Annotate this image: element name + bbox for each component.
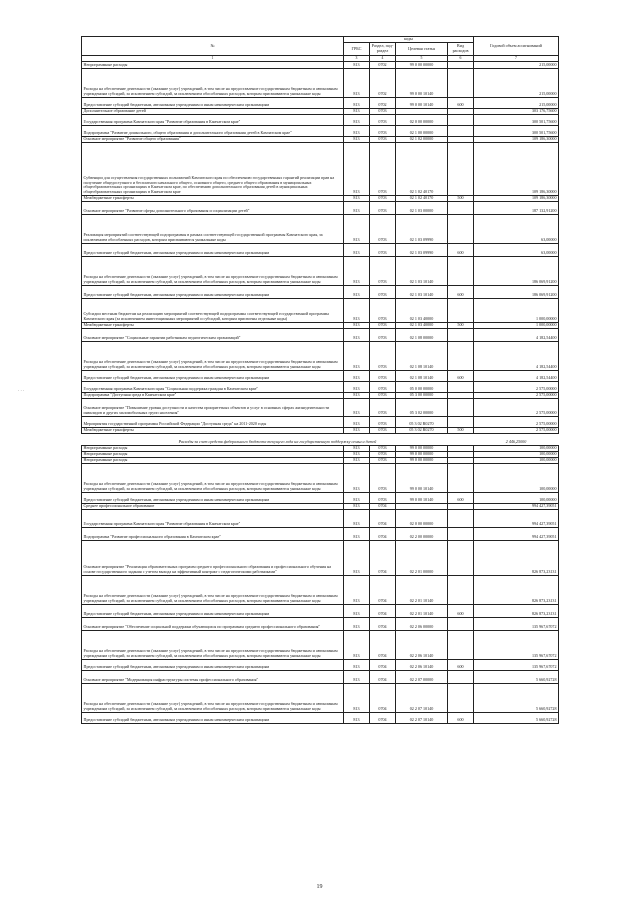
cell-amount: 100,00000 (474, 457, 559, 463)
cell-name: Дополнительное образование детей (82, 108, 344, 114)
cell-section: 0703 (370, 392, 396, 398)
cell-target-article: 02 2 07 00000 (396, 670, 448, 683)
cell-section: 0704 (370, 659, 396, 670)
cell-target-article: 02 2 06 10140 (396, 659, 448, 670)
cell-grbs: 813 (344, 322, 370, 328)
col-num-1: 1 (82, 56, 344, 62)
cell-grbs: 813 (344, 527, 370, 540)
cell-section: 0703 (370, 370, 396, 381)
cell-grbs: 813 (344, 285, 370, 298)
cell-name: Межбюджетные трансферты (82, 322, 344, 328)
cell-amount: 2 446,25000 (474, 433, 559, 445)
cell-amount: 5 660,92728 (474, 670, 559, 683)
table-row (82, 125, 559, 136)
cell-section: 0702 (370, 61, 396, 68)
cell-section: 0704 (370, 509, 396, 527)
cell-name: Государственная программа Камчатского края "Социальная поддержка граждан в Камчатском крае" (82, 381, 344, 392)
cell-grbs: 813 (344, 201, 370, 214)
cell-grbs: 813 (344, 341, 370, 370)
cell-expense-type (448, 463, 474, 492)
cell-expense-type (448, 341, 474, 370)
cell-name: Предоставление субсидий бюджетным, автономным учреждениям и иным некоммерческим организациям (82, 243, 344, 256)
cell-expense-type: 500 (448, 427, 474, 433)
cell-expense-type (448, 381, 474, 392)
cell-target-article: 02 2 01 10140 (396, 575, 448, 604)
cell-amount: 2 575,00000 (474, 398, 559, 416)
cell-section: 0703 (370, 298, 396, 322)
cell-section: 0703 (370, 445, 396, 451)
cell-target-article: 02 2 06 10140 (396, 630, 448, 659)
cell-grbs: 813 (344, 114, 370, 125)
table-row (82, 398, 559, 416)
cell-grbs: 813 (344, 445, 370, 451)
cell-target-article: 02 2 00 00000 (396, 527, 448, 540)
page-number: 19 (316, 884, 323, 890)
cell-name: Государственная программа Камчатского края "Развитие образования в Камчатском крае" (82, 114, 344, 125)
cell-expense-type (448, 398, 474, 416)
table-row (82, 61, 559, 68)
cell-amount: 109 186,30000 (474, 195, 559, 201)
cell-section: 0704 (370, 670, 396, 683)
budget-allocation-table (81, 36, 559, 724)
cell-expense-type: 600 (448, 285, 474, 298)
cell-grbs: 813 (344, 540, 370, 575)
cell-target-article: 99 0 00 10140 (396, 492, 448, 503)
col-num-5: 5 (396, 56, 448, 62)
cell-name: Предоставление субсидий бюджетным, автономным учреждениям и иным некоммерческим организациям (82, 604, 344, 617)
cell-target-article: 99 0 00 10140 (396, 463, 448, 492)
table-row (82, 214, 559, 243)
cell-grbs: 813 (344, 451, 370, 457)
cell-amount: 826 873,23131 (474, 540, 559, 575)
table-row (82, 463, 559, 492)
cell-amount: 5 660,92728 (474, 712, 559, 723)
cell-amount: 135 967,67072 (474, 659, 559, 670)
table-row (82, 370, 559, 381)
cell-target-article: 02 1 00 00000 (396, 125, 448, 136)
cell-amount: 2 575,00000 (474, 381, 559, 392)
cell-target-article: 05 3 02 R0270 (396, 416, 448, 427)
cell-target-article: 99 0 00 00000 (396, 445, 448, 451)
cell-name: Непрограммные расходы (82, 457, 344, 463)
cell-section: 0704 (370, 683, 396, 712)
cell-section: 0703 (370, 256, 396, 285)
cell-expense-type: 600 (448, 492, 474, 503)
cell-name: Предоставление субсидий бюджетным, автономным учреждениям и иным некоммерческим организациям (82, 492, 344, 503)
table-row (82, 712, 559, 723)
cell-amount: 187 132,91200 (474, 201, 559, 214)
cell-name: Межбюджетные трансферты (82, 427, 344, 433)
col-num-6: 6 (448, 56, 474, 62)
cell-amount: 63,00000 (474, 243, 559, 256)
cell-section: 0704 (370, 712, 396, 723)
cell-expense-type: 600 (448, 659, 474, 670)
cell-amount: 186 069,91200 (474, 285, 559, 298)
table-row (82, 97, 559, 108)
cell-grbs: 813 (344, 392, 370, 398)
cell-amount: 100,00000 (474, 451, 559, 457)
table-row (82, 527, 559, 540)
cell-name: Основное мероприятие "Обеспечение социальной поддержки обучающихся по программам среднего профессионального образования" (82, 617, 344, 630)
cell-target-article: 02 1 03 40000 (396, 322, 448, 328)
cell-grbs: 813 (344, 398, 370, 416)
cell-name: Расходы на обеспечение деятельности (оказание услуг) учреждений, в том числе на предоставление государственным бюджетным и автономным учреждениям субсидий, за исключением субсидий, за исключением обособленных расходов, которым присваиваются уникальные коды (82, 463, 344, 492)
cell-grbs: 813 (344, 370, 370, 381)
cell-name: Расходы на обеспечение деятельности (оказание услуг) учреждений, в том числе на предоставление государственным бюджетным и автономным учреждениям субсидий, за исключением субсидий, за исключением обособленных расходов, которым присваиваются уникальные коды (82, 575, 344, 604)
cell-amount: 100,00000 (474, 445, 559, 451)
cell-target-article: 05 3 02 00000 (396, 398, 448, 416)
cell-amount: 994 427,39051 (474, 527, 559, 540)
cell-target-article: 99 0 00 10140 (396, 68, 448, 97)
cell-name: Среднее профессиональное образование (82, 503, 344, 509)
cell-name: Расходы на обеспечение деятельности (оказание услуг) учреждений, в том числе на предоставление государственным бюджетным и автономным учреждениям субсидий, за исключением субсидий, за исключением обособленных расходов, которым присваиваются уникальные коды (82, 341, 344, 370)
cell-grbs: 813 (344, 630, 370, 659)
cell-name: Государственная программа Камчатского края "Развитие образования в Камчатском крае" (82, 509, 344, 527)
cell-expense-type (448, 328, 474, 341)
cell-target-article: 02 0 00 00000 (396, 509, 448, 527)
cell-section: 0704 (370, 617, 396, 630)
table-row (82, 298, 559, 322)
table-row (82, 416, 559, 427)
table-row (82, 328, 559, 341)
table-row (82, 575, 559, 604)
cell-name: Подпрограмма "Доступная среда в Камчатском крае" (82, 392, 344, 398)
cell-name: Непрограммные расходы (82, 445, 344, 451)
cell-amount: 303 176,75600 (474, 108, 559, 114)
cell-amount: 826 873,23131 (474, 604, 559, 617)
cell-grbs: 813 (344, 457, 370, 463)
cell-target-article: 02 2 01 00000 (396, 540, 448, 575)
header-codes-group: коды (344, 37, 474, 43)
table-body (82, 61, 559, 723)
cell-amount: 826 873,23131 (474, 575, 559, 604)
cell-expense-type (448, 298, 474, 322)
cell-section: 0703 (370, 451, 396, 457)
cell-amount: 300 501,75600 (474, 125, 559, 136)
cell-amount: 186 069,91200 (474, 256, 559, 285)
cell-section: 0703 (370, 457, 396, 463)
cell-section: 0703 (370, 328, 396, 341)
cell-expense-type: 600 (448, 370, 474, 381)
table-row (82, 509, 559, 527)
cell-name: Расходы на обеспечение деятельности (оказание услуг) учреждений, в том числе на предоставление государственным бюджетным и автономным учреждениям субсидий, за исключением субсидий, за исключением обособленных расходов, которым присваиваются уникальные коды (82, 683, 344, 712)
cell-expense-type: 600 (448, 604, 474, 617)
cell-name: Предоставление субсидий бюджетным, автономным учреждениям и иным некоммерческим организациям (82, 659, 344, 670)
cell-name: Предоставление субсидий бюджетным, автономным учреждениям и иным некоммерческим организациям (82, 370, 344, 381)
cell-target-article: 99 0 00 00000 (396, 451, 448, 457)
cell-section: 0703 (370, 398, 396, 416)
cell-section: 0703 (370, 201, 396, 214)
cell-expense-type: 500 (448, 322, 474, 328)
cell-amount: 5 660,92728 (474, 683, 559, 712)
cell-section: 0704 (370, 575, 396, 604)
cell-amount: 135 967,67072 (474, 630, 559, 659)
cell-target-article: 02 2 07 10140 (396, 683, 448, 712)
cell-expense-type (448, 630, 474, 659)
cell-name: Субвенции для осуществления государственных полномочий Камчатского края по обеспечению государственных гарантий реализации прав на получение общедоступного и бесплатного начального общего, основного общего, среднего общего образования в муниципальных общеобразовательных организациях в Камчатском крае, по обеспечению дополнительного образования детей в муниципальных общеобразовательных организациях в Камчатском крае (82, 142, 344, 195)
cell-grbs: 813 (344, 659, 370, 670)
cell-section: 0703 (370, 114, 396, 125)
header-annual-amount: Годовой объем ассигнований (474, 37, 559, 56)
cell-section: 0703 (370, 416, 396, 427)
cell-amount: 1 000,00000 (474, 322, 559, 328)
cell-name: Основное мероприятие "Развитие общего образования" (82, 136, 344, 142)
cell-grbs: 813 (344, 68, 370, 97)
cell-target-article: 05 3 02 R0270 (396, 427, 448, 433)
cell-grbs: 813 (344, 61, 370, 68)
table-row (82, 540, 559, 575)
cell-name: Реализация мероприятий соответствующей подпрограммы в рамках соответствующей государственной программы Камчатского края, за исключением обособленных расходов, которым присваиваются уникальные коды (82, 214, 344, 243)
table-row (82, 617, 559, 630)
cell-target-article: 02 1 08 10140 (396, 341, 448, 370)
cell-expense-type (448, 256, 474, 285)
cell-grbs: 813 (344, 463, 370, 492)
cell-section: 0704 (370, 630, 396, 659)
cell-target-article: 02 2 06 00000 (396, 617, 448, 630)
cell-section: 0703 (370, 427, 396, 433)
cell-expense-type (448, 509, 474, 527)
cell-grbs: 813 (344, 256, 370, 285)
cell-grbs: 813 (344, 492, 370, 503)
cell-amount: 100,00000 (474, 463, 559, 492)
cell-section: 0703 (370, 243, 396, 256)
header-section: Раздел, под-раздел (370, 43, 396, 56)
table-row (82, 683, 559, 712)
cell-section: 0703 (370, 125, 396, 136)
cell-name: Предоставление субсидий бюджетным, автономным учреждениям и иным некоммерческим организациям (82, 97, 344, 108)
cell-target-article: 02 1 03 40000 (396, 298, 448, 322)
cell-grbs: 813 (344, 214, 370, 243)
cell-grbs: 813 (344, 416, 370, 427)
cell-section: 0703 (370, 195, 396, 201)
cell-name: Предоставление субсидий бюджетным, автономным учреждениям и иным некоммерческим организациям (82, 712, 344, 723)
cell-expense-type (448, 61, 474, 68)
cell-name: Предоставление субсидий бюджетным, автономным учреждениям и иным некоммерческим организациям (82, 285, 344, 298)
cell-expense-type (448, 214, 474, 243)
table-row (82, 256, 559, 285)
cell-amount: 215,00000 (474, 97, 559, 108)
cell-target-article: 05 3 00 00000 (396, 392, 448, 398)
cell-grbs: 813 (344, 509, 370, 527)
cell-name: Межбюджетные трансферты (82, 195, 344, 201)
cell-expense-type (448, 540, 474, 575)
cell-grbs: 813 (344, 195, 370, 201)
cell-target-article: 99 0 00 00000 (396, 457, 448, 463)
cell-target-article: 02 1 02 00000 (396, 136, 448, 142)
cell-amount: 1 000,00000 (474, 298, 559, 322)
cell-name: Основное мероприятие "Социальные гарантии работникам педагогическим организаций" (82, 328, 344, 341)
cell-expense-type (448, 125, 474, 136)
cell-grbs: 813 (344, 381, 370, 392)
cell-target-article: 99 0 00 00000 (396, 61, 448, 68)
cell-name: Субсидии местным бюджетам на реализацию мероприятий соответствующей подпрограммы соответствующей государственной программы Камчатского края (за исключением инвестиционных мероприятий и субсидий, которым присвоены отдельные коды) (82, 298, 344, 322)
cell-target-article: 02 1 02 40170 (396, 142, 448, 195)
cell-amount: 300 501,75600 (474, 114, 559, 125)
table-row (82, 630, 559, 659)
cell-amount: 4 182,54400 (474, 328, 559, 341)
cell-name: Подпрограмма "Развитие дошкольного, общего образования и дополнительного образования детей в Камчатском крае" (82, 125, 344, 136)
cell-expense-type (448, 68, 474, 97)
table-row (82, 492, 559, 503)
header-grbs: ГРБС (344, 43, 370, 56)
cell-grbs: 813 (344, 108, 370, 114)
cell-grbs: 813 (344, 617, 370, 630)
cell-name: Подпрограмма "Развитие профессионального образования в Камчатском крае" (82, 527, 344, 540)
cell-name: Мероприятия государственной программы Российской Федерации "Доступная среда" на 2011-2020 годы (82, 416, 344, 427)
cell-name: Расходы на обеспечение деятельности (оказание услуг) учреждений, в том числе на предоставление государственным бюджетным и автономным учреждениям субсидий, за исключением субсидий, за исключением обособленных расходов, которым присваиваются уникальные коды (82, 256, 344, 285)
cell-target-article: 99 0 00 10140 (396, 97, 448, 108)
cell-section: 0703 (370, 341, 396, 370)
cell-section: 0702 (370, 68, 396, 97)
table-row (82, 243, 559, 256)
cell-grbs: 813 (344, 243, 370, 256)
cell-target-article: 02 1 03 10140 (396, 285, 448, 298)
col-num-3: 3 (344, 56, 370, 62)
cell-name: Расходы на обеспечение деятельности (оказание услуг) учреждений, в том числе на предоставление государственным бюджетным и автономным учреждениям субсидий, за исключением субсидий, за исключением обособленных расходов, которым присваиваются уникальные коды (82, 630, 344, 659)
cell-expense-type: 600 (448, 97, 474, 108)
table-row (82, 285, 559, 298)
cell-expense-type (448, 617, 474, 630)
cell-grbs: 813 (344, 503, 370, 509)
cell-grbs: 813 (344, 670, 370, 683)
cell-amount: 109 186,30000 (474, 142, 559, 195)
header-expense-type: Вид расходов (448, 43, 474, 56)
header-number: № (82, 37, 344, 56)
cell-section: 0703 (370, 108, 396, 114)
cell-section: 0703 (370, 381, 396, 392)
cell-target-article: 02 1 03 10140 (396, 256, 448, 285)
cell-target-article: 02 1 08 10140 (396, 370, 448, 381)
cell-grbs: 813 (344, 427, 370, 433)
cell-expense-type (448, 201, 474, 214)
cell-section: 0703 (370, 142, 396, 195)
margin-scan-marks: · · · (18, 388, 25, 393)
table-row (82, 433, 559, 445)
cell-target-article: 02 1 02 40170 (396, 195, 448, 201)
cell-name: Основное мероприятие "Развитие сферы дополнительного образования и социализации детей" (82, 201, 344, 214)
cell-name: Непрограммные расходы (82, 451, 344, 457)
cell-grbs: 813 (344, 136, 370, 142)
cell-amount: 994 427,39051 (474, 509, 559, 527)
cell-amount: 215,00000 (474, 61, 559, 68)
cell-section: 0703 (370, 136, 396, 142)
cell-expense-type (448, 683, 474, 712)
cell-name: Расходы на обеспечение деятельности (оказание услуг) учреждений, в том числе на предоставление государственным бюджетным и автономным учреждениям субсидий, за исключением субсидий, за исключением обособленных расходов, которым присваиваются уникальные коды (82, 68, 344, 97)
cell-amount: 215,00000 (474, 68, 559, 97)
header-target-article: Целевая статья (396, 43, 448, 56)
cell-target-article: 02 0 00 00000 (396, 114, 448, 125)
cell-target-article: 05 0 00 00000 (396, 381, 448, 392)
cell-expense-type (448, 575, 474, 604)
cell-grbs: 813 (344, 683, 370, 712)
cell-expense-type: 600 (448, 712, 474, 723)
cell-expense-type (448, 142, 474, 195)
cell-amount: 2 575,00000 (474, 392, 559, 398)
table-row (82, 659, 559, 670)
cell-amount: 109 186,30000 (474, 136, 559, 142)
table-row (82, 381, 559, 392)
table-row (82, 341, 559, 370)
cell-expense-type: 600 (448, 243, 474, 256)
cell-section: 0704 (370, 540, 396, 575)
cell-expense-type: 500 (448, 195, 474, 201)
table-row (82, 604, 559, 617)
col-num-4: 4 (370, 56, 396, 62)
cell-grbs: 813 (344, 97, 370, 108)
cell-section: 0704 (370, 604, 396, 617)
cell-section: 0703 (370, 285, 396, 298)
cell-name: Непрограммные расходы (82, 61, 344, 68)
cell-target-article: 02 1 03 09990 (396, 243, 448, 256)
cell-section: 0703 (370, 214, 396, 243)
cell-amount: 2 575,00000 (474, 427, 559, 433)
cell-section: 0703 (370, 322, 396, 328)
cell-grbs: 813 (344, 328, 370, 341)
cell-section: 0703 (370, 492, 396, 503)
cell-expense-type (448, 416, 474, 427)
cell-amount: 135 967,67072 (474, 617, 559, 630)
note-text: Расходы за счет средств федерального бюджета текущего года на государственную поддержку семьи и детей (82, 433, 474, 445)
cell-grbs: 813 (344, 604, 370, 617)
cell-section: 0703 (370, 463, 396, 492)
cell-expense-type (448, 527, 474, 540)
cell-expense-type (448, 670, 474, 683)
col-num-7: 7 (474, 56, 559, 62)
cell-name: Основное мероприятие "Реализация образовательных программ среднего профессионального образования и профессионального обучения на основе государственного задания с учетом выхода на эффективный контракт с педагогическими работниками" (82, 540, 344, 575)
cell-name: Основное мероприятие "Модернизация инфраструктуры системы профессионального образования" (82, 670, 344, 683)
cell-grbs: 813 (344, 142, 370, 195)
cell-amount: 994 427,39051 (474, 503, 559, 509)
cell-expense-type (448, 114, 474, 125)
cell-section: 0704 (370, 503, 396, 509)
table-row (82, 142, 559, 195)
cell-grbs: 813 (344, 125, 370, 136)
cell-target-article: 02 2 07 10140 (396, 712, 448, 723)
cell-amount: 4 182,54400 (474, 341, 559, 370)
cell-grbs: 813 (344, 298, 370, 322)
cell-target-article: 02 2 01 10140 (396, 604, 448, 617)
cell-section: 0704 (370, 527, 396, 540)
cell-amount: 100,00000 (474, 492, 559, 503)
cell-name: Основное мероприятие "Повышение уровня доступности и качества приоритетных объектов и услуг в основных сферах жизнедеятельности инвалидов и других маломобильных групп населения" (82, 398, 344, 416)
cell-amount: 2 575,00000 (474, 416, 559, 427)
cell-amount: 63,00000 (474, 214, 559, 243)
cell-target-article: 02 1 08 00000 (396, 328, 448, 341)
cell-grbs: 813 (344, 575, 370, 604)
cell-section: 0702 (370, 97, 396, 108)
table-row (82, 68, 559, 97)
table-row (82, 670, 559, 683)
cell-target-article: 02 1 03 00000 (396, 201, 448, 214)
table-row (82, 201, 559, 214)
table-row (82, 114, 559, 125)
cell-amount: 4 182,54400 (474, 370, 559, 381)
cell-target-article: 02 1 03 09990 (396, 214, 448, 243)
cell-grbs: 813 (344, 712, 370, 723)
